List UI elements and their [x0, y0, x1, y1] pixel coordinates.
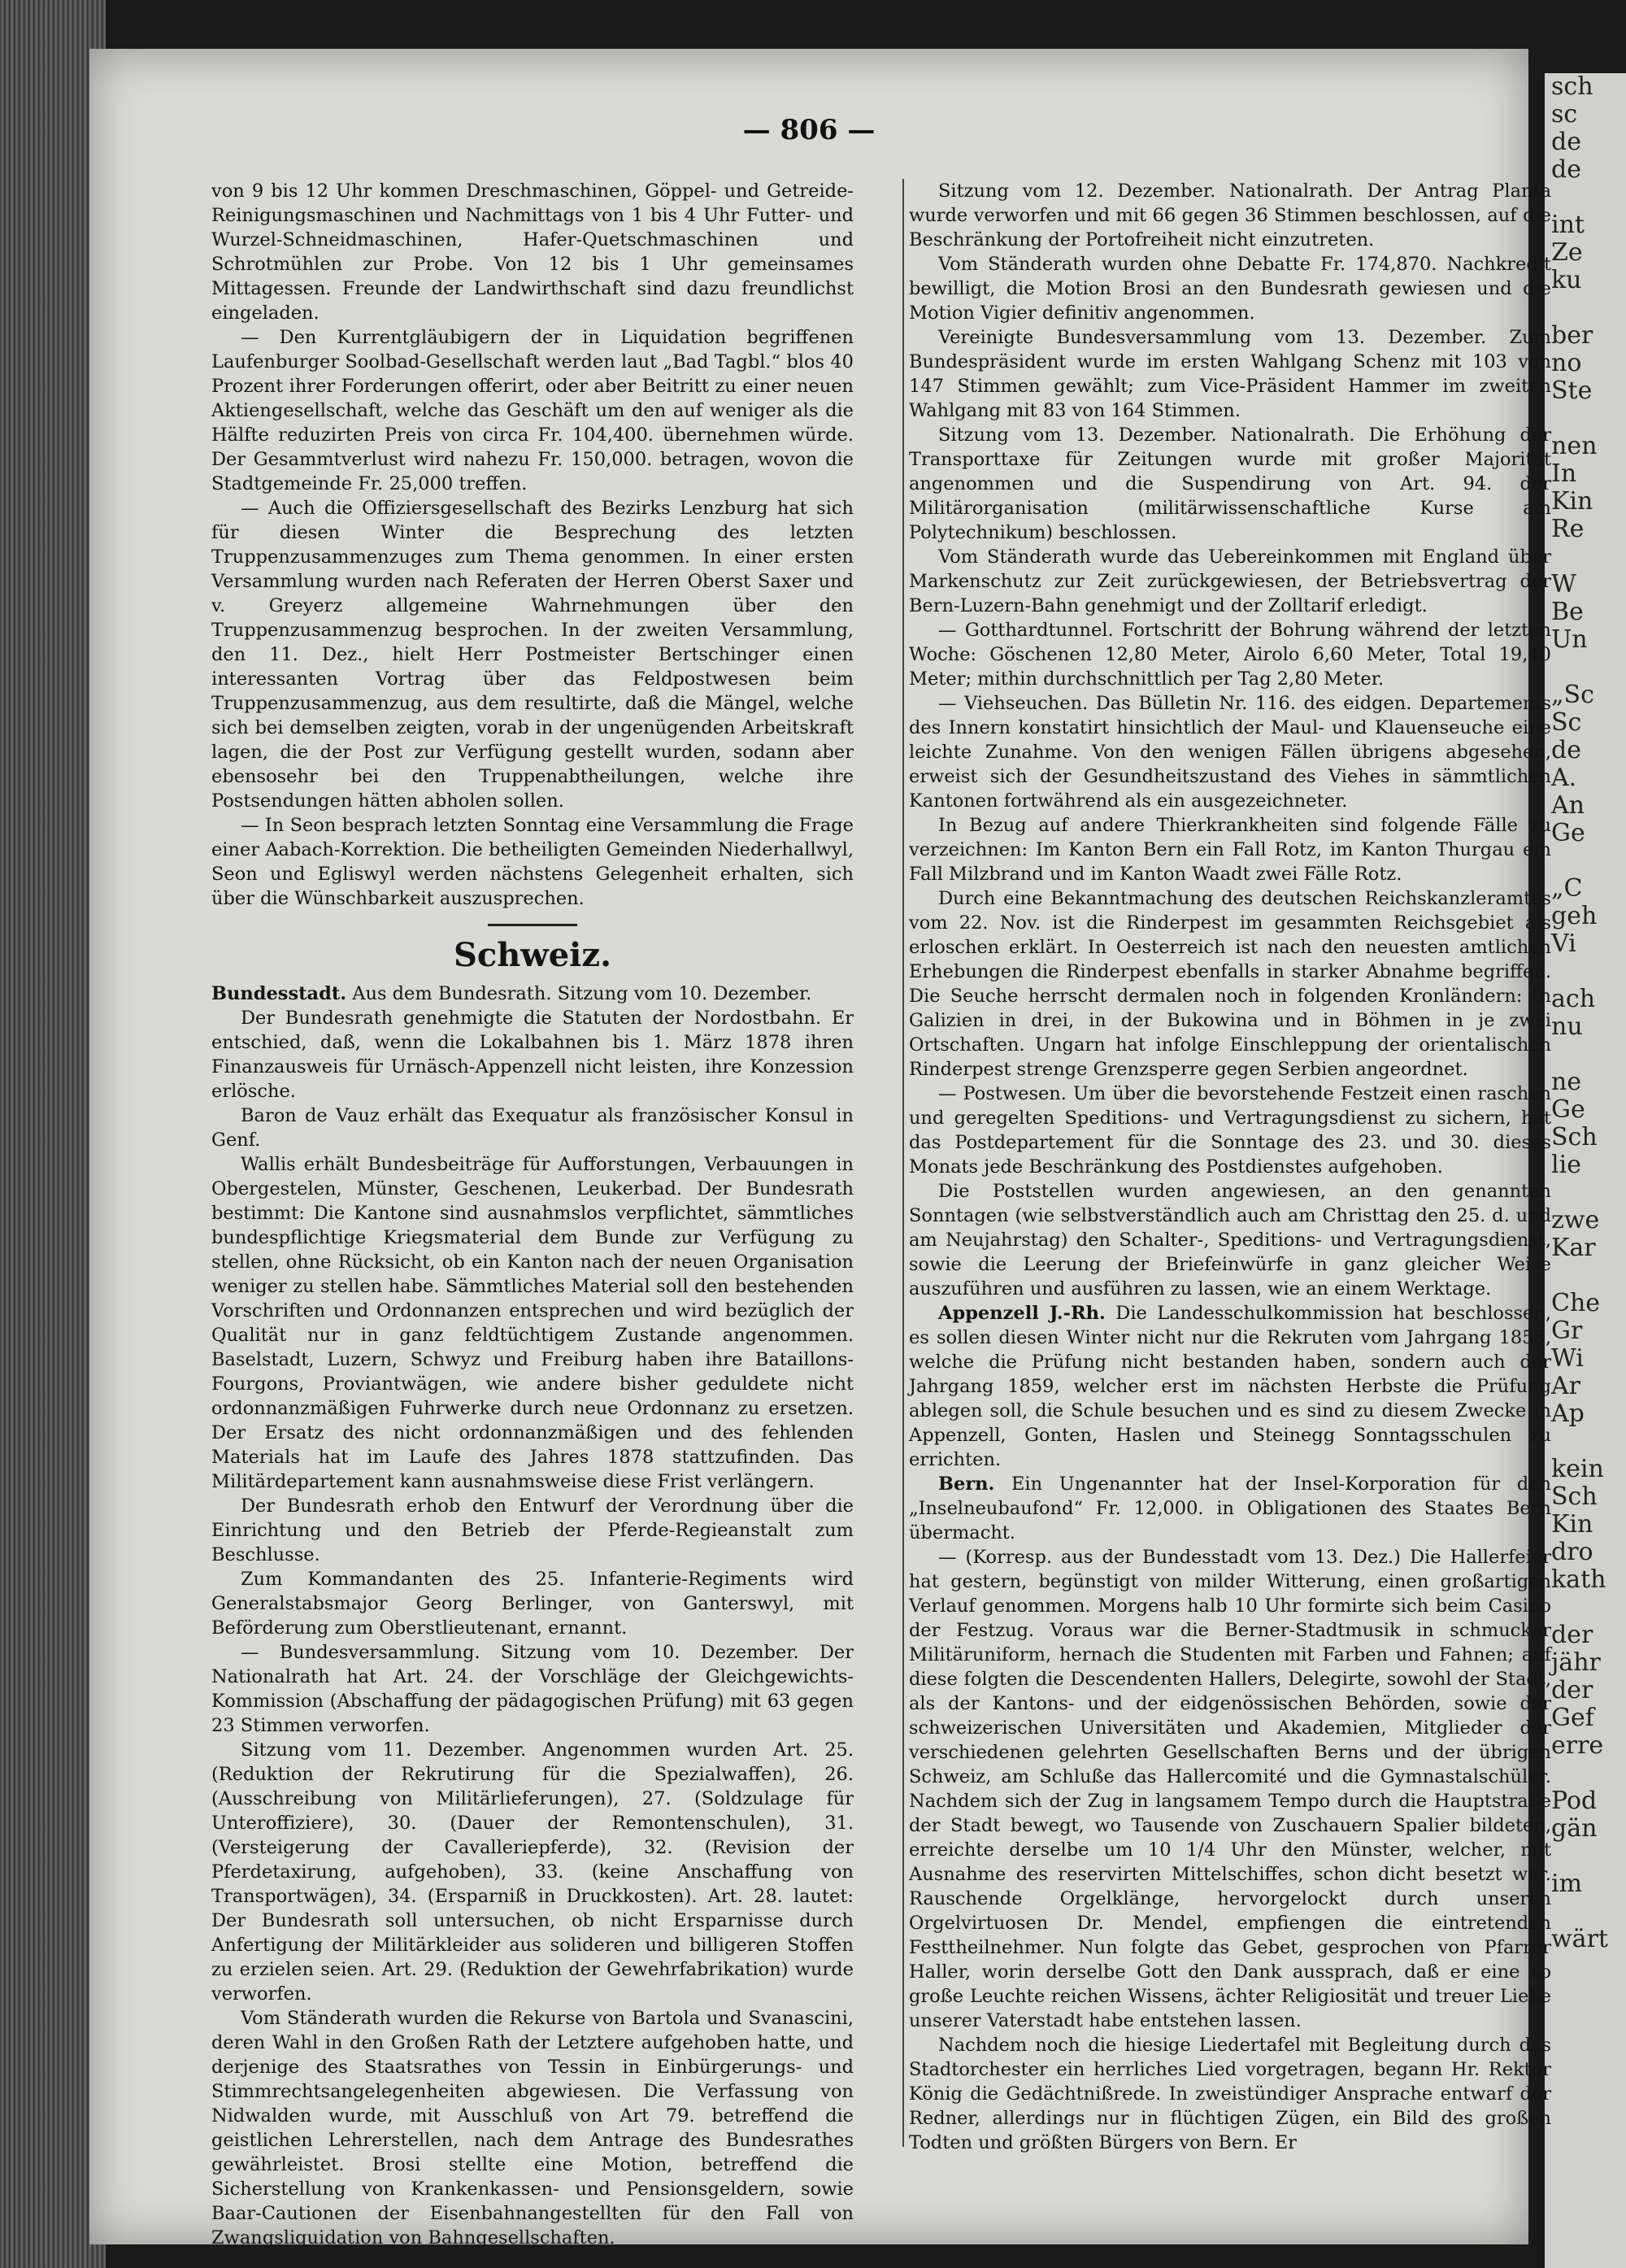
left-column [211, 179, 854, 2248]
paragraph: Die Poststellen wurden angewiesen, an den genannten Sonntagen (wie selbstverständlich auch am Christtag den 25. d. und am Neujahrstag) den Schalter-, Speditions- und Vertragungsdienst, sowie die Leerung der Briefeinwürfe in ganz gleicher Weise auszuführen und ausführen zu lassen, wie an einem Werktage. [909, 1181, 1551, 1299]
adjacent-page-text-fragment [1545, 1262, 1626, 1290]
adjacent-page-text-fragment: de [1551, 128, 1581, 156]
adjacent-page-text-fragment: Ste [1551, 377, 1593, 405]
paragraph: — Gotthardtunnel. Fortschritt der Bohrung während der letzten Woche: Göschenen 12,80 Meter, Airolo 6,60 Meter, Total 19,40 Meter; mithin durchschnittlich per Tag 2,80 Meter. [909, 620, 1551, 690]
adjacent-page-text-fragment: wärt [1551, 1925, 1608, 1953]
adjacent-page-text-fragment: int [1551, 211, 1585, 239]
adjacent-page-text-fragment [1545, 847, 1626, 875]
adjacent-page-text-fragment [1545, 1594, 1626, 1622]
adjacent-page-text-fragment: ach [1551, 985, 1596, 1013]
adjacent-page-text-fragment: Sch [1551, 1123, 1598, 1151]
adjacent-page-fragment [1545, 73, 1626, 2268]
paragraph: Der Bundesrath genehmigte die Statuten der Nordostbahn. Er entschied, daß, wenn die Lokalbahnen bis 1. März 1878 ihren Finanzausweis für Urnäsch-Appenzell nicht leisten, ihre Konzession erlösche. [211, 1008, 854, 1102]
adjacent-page-text-fragment: der [1551, 1621, 1593, 1649]
section-divider [488, 924, 577, 926]
adjacent-page-text-fragment: sch [1551, 72, 1593, 101]
paragraph: Vereinigte Bundesversammlung vom 13. Dezember. Zum Bundespräsident wurde im ersten Wahlgang Schenz mit 103 von 147 Stimmen gewählt; zum Vice-Präsident Hammer im zweiten Wahlgang mit 83 von 164 Stimmen. [909, 327, 1551, 421]
paragraph: Vom Ständerath wurde das Uebereinkommen mit England über Markenschutz zur Zeit zurückgewiesen, der Betriebsvertrag der Bern-Luzern-Bahn genehmigt und der Zolltarif erledigt. [909, 546, 1551, 616]
adjacent-page-text-fragment: ber [1551, 321, 1593, 350]
adjacent-page-text-fragment [1545, 1898, 1626, 1926]
adjacent-page-text-fragment: kein [1551, 1455, 1604, 1483]
adjacent-page-text-fragment [1545, 1843, 1626, 1870]
adjacent-page-text-fragment [1545, 1041, 1626, 1069]
paragraph: Sitzung vom 11. Dezember. Angenommen wurden Art. 25. (Reduktion der Rekrutirung für die Spezialwaffen), 26. (Ausschreibung von Militärlieferungen), 27. (Soldzulage für Unteroffiziere), 30. (Dauer der Remontenschulen), 31. (Versteigerung der Cavalleriepferde), 32. (Revision der Pferdetaxirung, aufgehoben), 33. (keine Anschaffung von Transportwägen), 34. (Ersparniß in Druckkosten). Art. 28. lautet: Der Bundesrath soll untersuchen, ob nicht Ersparnisse durch Anfertigung der Militärkleider aus solideren und billigeren Stoffen zu erzielen seien. Art. 29. (Reduktion der Gewehrfabrikation) wurde verworfen. [211, 1739, 854, 2005]
paragraph: Baron de Vauz erhält das Exequatur als französischer Konsul in Genf. [211, 1105, 854, 1151]
adjacent-page-text-fragment: sc [1551, 100, 1578, 128]
paragraph: Wallis erhält Bundesbeiträge für Aufforstungen, Verbauungen in Obergestelen, Münster, Geschenen, Leukerbad. Der Bundesrath bestimmt: Die Kantone sind ausnahmslos verpflichtet, sämmtliches bundespflichtige Kriegsmaterial dem Bunde zur Verfügung zu stellen, ohne Rücksicht, ob ein Kanton nach der neuen Organisation weniger zu stellen habe. Sämmtliches Material soll den bestehenden Vorschriften und Ordonnanzen entsprechen und wird bezüglich der Qualität nur in ganz feldtüchtigem Zustande angenommen. Baselstadt, Luzern, Schwyz und Freiburg haben ihre Bataillons-Fourgons, Proviantwägen, wie andere bisher geduldete nicht ordonnanzmäßigen Fuhrwerke durch neue Ordonnanz zu ersetzen. Der Ersatz des nicht ordonnanzmäßigen und des fehlenden Materials hat im Laufe des Jahres 1878 stattzufinden. Das Militärdepartement kann ausnahmsweise diese Frist verlängern. [211, 1154, 854, 1492]
adjacent-page-text-fragment: Wi [1551, 1344, 1584, 1373]
adjacent-page-text-fragment: Sc [1551, 708, 1582, 737]
paragraph-text: Ein Ungenannter hat der Insel-Korporation für den „Inselneubaufond“ Fr. 12,000. in Obligationen des Staates Bern übermacht. [909, 1474, 1551, 1543]
adjacent-page-text-fragment: Re [1551, 515, 1585, 543]
section-title: Schweiz. [453, 936, 612, 974]
paragraph: — Auch die Offiziersgesellschaft des Bezirks Lenzburg hat sich für diesen Winter die Besprechung des letzten Truppenzusammenzuges zum Thema genommen. In einer ersten Versammlung wurden nach Referaten der Herren Oberst Saxer und v. Greyerz allgemeine Wahrnehmungen über den Truppenzusammenzug besprochen. In der zweiten Versammlung, den 11. Dez., hielt Herr Postmeister Bertschinger einen interessanten Vortrag über das Feldpostwesen beim Truppenzusammenzug, aus dem resultirte, daß die Mängel, welche sich bei demselben zeigten, vorab in der ungenügenden Arbeitskraft lagen, die der Post zur Verfügung gestellt wurden, sodann aber ebensosehr bei den Truppenabtheilungen, welche ihre Postsendungen hätten abholen sollen. [211, 498, 854, 812]
adjacent-page-text-fragment [1545, 405, 1626, 433]
paragraph: Nachdem noch die hiesige Liedertafel mit Begleitung durch das Stadtorchester ein herrliches Lied vorgetragen, begann Hr. Rektor König die Gedächtnißrede. In zweistündiger Ansprache entwarf der Redner, allerdings nur in flüchtigen Zügen, ein Bild des großen Todten und größten Bürgers von Bern. Er [909, 2035, 1551, 2153]
paragraph-lead: Appenzell J.-Rh. [938, 1303, 1106, 1324]
adjacent-page-text-fragment: de [1551, 736, 1581, 764]
paragraph: — (Korresp. aus der Bundesstadt vom 13. Dez.) Die Hallerfeier hat gestern, begünstigt von milder Witterung, einen großartigen Verlauf genommen. Morgens halb 10 Uhr formirte sich beim Casino der Festzug. Voraus war die Berner-Stadtmusik in schmucker Militäruniform, hernach die Studenten mit Farben und Fahnen; auf diese folgten die Descendenten Hallers, Delegirte, sowohl der Stadt, als der Kantons- und der eidgenössischen Behörden, sowie der schweizerischen Universitäten und Akademien, Mitglieder der verschiedenen gelehrten Gesellschaften Berns und der übrigen Schweiz, am Schluße das Hallercomité und die Gymnastalschüler. Nachdem sich der Zug in langsamem Tempo durch die Hauptstraße der Stadt bewegt, wo Tausende von Zuschauern Spalier bildeten, erreichte derselbe um 10 1/4 Uhr den Münster, welcher, mit Ausnahme des reservirten Mittelschiffes, schon dicht besetzt war. Rauschende Orgelklänge, hervorgelockt durch unseren Orgelvirtuosen Dr. Mendel, empfiengen die eintretenden Festtheilnehmer. Nun folgte das Gebet, gesprochen von Pfarrer Haller, worin derselbe Gott den Dank aussprach, daß er eine so große Leuchte reichen Wissens, ächter Religiosität und treuer Liebe unserer Vaterstadt habe entstehen lassen. [909, 1547, 1551, 2031]
adjacent-page-text-fragment: kath [1551, 1565, 1606, 1594]
paragraph: Vom Ständerath wurden ohne Debatte Fr. 174,870. Nachkredit bewilligt, die Motion Brosi an den Bundesrath gewiesen und die Motion Vigier definitiv angenommen. [909, 254, 1551, 324]
paragraph: Zum Kommandanten des 25. Infanterie-Regiments wird Generalstabsmajor Georg Berlinger, von Ganterswyl, mit Beförderung zum Oberstlieutenant, ernannt. [211, 1569, 854, 1639]
adjacent-page-text-fragment: An [1551, 791, 1585, 820]
adjacent-page-text-fragment: A. [1551, 764, 1577, 792]
adjacent-page-text-fragment: Che [1551, 1289, 1601, 1317]
right-column [909, 179, 1552, 2153]
paragraph: Vom Ständerath wurden die Rekurse von Bartola und Svanascini, deren Wahl in den Großen Rath der Letztere aufgehoben hatte, und derjenige des Staatsrathes von Tessin in Einbürgerungs- und Stimmrechtsangelegenheiten abgewiesen. Die Verfassung von Nidwalden wurde, mit Ausschluß von Art 79. betreffend die geistlichen Lehrerstellen, nach dem Antrage des Bundesrathes gewährleistet. Brosi stellte eine Motion, betreffend die Sicherstellung von Krankenkassen- und Pensionsgeldern, sowie Baar-Cautionen der Eisenbahnangestellten für den Fall von Zwangsliquidation von Bahngesellschaften. [211, 2008, 854, 2248]
paragraph: von 9 bis 12 Uhr kommen Dreschmaschinen, Göppel- und Getreide-Reinigungsmaschinen und Nachmittags von 1 bis 4 Uhr Futter- und Wurzel-Schneidmaschinen, Hafer-Quetschmaschinen und Schrotmühlen zur Probe. Von 12 bis 1 Uhr gemeinsames Mittagessen. Freunde der Landwirthschaft sind dazu freundlichst eingeladen. [211, 181, 854, 324]
paragraph: Sitzung vom 12. Dezember. Nationalrath. Der Antrag Planta wurde verworfen und mit 66 gegen 36 Stimmen beschlossen, auf die Beschränkung der Portofreiheit nicht einzutreten. [909, 181, 1551, 250]
adjacent-page-text-fragment [1545, 294, 1626, 322]
adjacent-page-text-fragment: nu [1551, 1012, 1583, 1041]
adjacent-page-text-fragment: ku [1551, 266, 1582, 294]
page-number: — 806 — [742, 114, 876, 146]
adjacent-page-text-fragment: ne [1551, 1068, 1582, 1096]
paragraph-bundesstadt [211, 982, 854, 1006]
paragraph: — In Seon besprach letzten Sonntag eine Versammlung die Frage einer Aabach-Korrektion. Die betheiligten Gemeinden Niederhallwyl, Seon und Egliswyl werden nächstens Gelegenheit erhalten, sich über die Wünschbarkeit auszusprechen. [211, 815, 854, 909]
paragraph: — Den Kurrentgläubigern der in Liquidation begriffenen Laufenburger Soolbad-Gesellschaft werden laut „Bad Tagbl.“ blos 40 Prozent ihrer Forderungen offerirt, oder aber Beitritt zu einer neuen Aktiengesellschaft, welche das Geschäft um den auf weniger als die Hälfte reduzirten Preis von circa Fr. 104,400. übernehmen würde. Der Gesammtverlust wird nahezu Fr. 150,000. betragen, wovon die Stadtgemeinde Fr. 25,000 treffen. [211, 327, 854, 494]
adjacent-page-text-fragment: no [1551, 349, 1582, 377]
adjacent-page-text-fragment: Be [1551, 598, 1584, 626]
paragraph: In Bezug auf andere Thierkrankheiten sind folgende Fälle zu verzeichnen: Im Kanton Bern ein Fall Rotz, im Kanton Thurgau ein Fall Milzbrand und im Kanton Waadt zwei Fälle Rotz. [909, 815, 1551, 885]
paragraph: — Postwesen. Um über die bevorstehende Festzeit einen raschen und geregelten Speditions- und Vertragungsdienst zu sichern, hat das Postdepartement für die Sonntage des 23. und 30. dieses Monats jede Beschränkung des Postdienstes aufgehoben. [909, 1083, 1551, 1178]
adjacent-page-text-fragment [1545, 543, 1626, 571]
adjacent-page-text-fragment [1545, 654, 1626, 681]
adjacent-page-text-fragment [1545, 1428, 1626, 1456]
paragraph-lead: Bern. [938, 1474, 995, 1495]
paragraph: Durch eine Bekanntmachung des deutschen Reichskanzleramtes vom 22. Nov. ist die Rinderpest im gesammten Reichsgebiet als erloschen erklärt. In Oesterreich ist nach den neuesten amtlichen Erhebungen die Rinderpest ebenfalls in starker Abnahme begriffen. Die Seuche herrscht dermalen noch in folgenden Kronländern: In Galizien in drei, in der Bukowina und in Böhmen in je zwei Ortschaften. Ungarn hat infolge Einschleppung der orientalischen Rinderpest strenge Grenzsperre gegen Serbien angeordnet. [909, 888, 1551, 1080]
adjacent-page-text-fragment: Pod [1551, 1787, 1598, 1815]
adjacent-page-text-fragment: Kar [1551, 1234, 1596, 1262]
adjacent-page-text-fragment: lie [1551, 1151, 1581, 1179]
adjacent-page-text-fragment: erre [1551, 1731, 1604, 1760]
adjacent-page-text-fragment: Vi [1551, 929, 1576, 958]
adjacent-page-text-fragment: Ge [1551, 1095, 1585, 1124]
adjacent-page-text-fragment: gän [1551, 1814, 1598, 1843]
paragraph: Sitzung vom 13. Dezember. Nationalrath. Die Erhöhung der Transporttaxe für Zeitungen wurde mit großer Majorität angenommen und die Suspendirung von Art. 94. der Militärorganisation (militärwissenschaftliche Kurse am Polytechnikum) beschlossen. [909, 424, 1551, 543]
adjacent-page-text-fragment: In [1551, 459, 1577, 488]
paragraph-bern [909, 1472, 1551, 1545]
adjacent-page-text-fragment: Ze [1551, 238, 1583, 267]
adjacent-page-text-fragment: Ge [1551, 819, 1585, 847]
adjacent-page-text-fragment: „C [1551, 874, 1583, 903]
paragraph: Der Bundesrath erhob den Entwurf der Verordnung über die Einrichtung und den Betrieb der Pferde-Regieanstalt zum Beschlusse. [211, 1495, 854, 1565]
adjacent-page-text-fragment: Ar [1551, 1372, 1581, 1400]
adjacent-page-text-fragment [1545, 1760, 1626, 1787]
newspaper-page [89, 49, 1552, 2248]
adjacent-page-text-fragment: „Sc [1551, 681, 1594, 709]
column-rule [902, 179, 904, 2147]
adjacent-page-text-fragment: zwe [1551, 1206, 1600, 1234]
adjacent-page-text-fragment: Gef [1551, 1704, 1594, 1732]
paragraph-lead: Bundesstadt. [211, 983, 347, 1004]
adjacent-page-text-fragment: Un [1551, 625, 1588, 654]
adjacent-page-text-fragment: jähr [1551, 1648, 1601, 1677]
paragraph: — Viehseuchen. Das Bülletin Nr. 116. des eidgen. Departements des Innern konstatirt hinsichtlich der Maul- und Klauenseuche eine leichte Zunahme. Von den wenigen Fällen übrigens abgesehen, erweist sich der Gesundheitszustand des Viehes in sämmtlichen Kantonen fortwährend als ein ausgezeichneter. [909, 693, 1551, 812]
adjacent-page-text-fragment [1545, 958, 1626, 986]
paragraph-text: Die Landesschulkommission hat beschlossen, es sollen diesen Winter nicht nur die Rekruten vom Jahrgang 1858, welche die Prüfung nicht bestanden haben, sondern auch der Jahrgang 1859, welcher erst im nächsten Herbste die Prüfung ablegen soll, die Schule besuchen und es sind zu diesem Zwecke in Appenzell, Gonten, Haslen und Steinegg Sonntagsschulen zu errichten. [909, 1303, 1552, 1470]
adjacent-page-text-fragment: Sch [1551, 1482, 1598, 1511]
adjacent-page-text-fragment: Ap [1551, 1400, 1585, 1428]
adjacent-page-text-fragment: de [1551, 155, 1581, 184]
adjacent-page-text-fragment: dro [1551, 1538, 1593, 1566]
adjacent-page-text-fragment: im [1551, 1870, 1583, 1898]
paragraph-appenzell [909, 1301, 1551, 1472]
adjacent-page-text-fragment: der [1551, 1676, 1593, 1704]
paragraph-text: Aus dem Bundesrath. Sitzung vom 10. Dezember. [346, 983, 812, 1004]
adjacent-page-text-fragment: Kin [1551, 1510, 1593, 1539]
adjacent-page-text-fragment [1545, 1179, 1626, 1207]
adjacent-page-text-fragment: W [1551, 570, 1576, 599]
adjacent-page-text-fragment: Kin [1551, 487, 1593, 516]
paragraph: — Bundesversammlung. Sitzung vom 10. Dezember. Der Nationalrath hat Art. 24. der Vorschläge der Gleichgewichts-Kommission (Abschaffung der pädagogischen Prüfung) mit 63 gegen 23 Stimmen verworfen. [211, 1642, 854, 1736]
adjacent-page-text-fragment: nen [1551, 432, 1598, 460]
adjacent-page-text-fragment: geh [1551, 902, 1598, 930]
adjacent-page-text-fragment [1545, 184, 1626, 211]
adjacent-page-text-fragment: Gr [1551, 1317, 1583, 1345]
